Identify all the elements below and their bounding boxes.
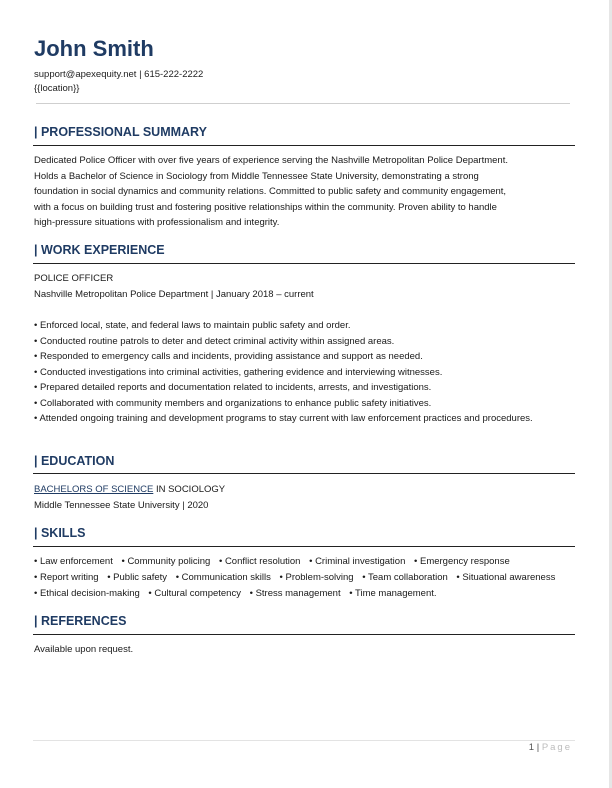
section-title-references: | REFERENCES (34, 614, 127, 628)
summary-line: foundation in social dynamics and community relations. Committed to public safety and community engagement, (34, 186, 507, 197)
skill-item: • Emergency response (414, 556, 510, 567)
contact-email: support@apexequity.net (34, 69, 137, 80)
experience-bullet: • Attended ongoing training and development programs to stay current with law enforcement practices and procedures. (34, 413, 533, 424)
degree-link[interactable]: BACHELORS OF SCIENCE (34, 484, 154, 495)
skill-item: • Criminal investigation (309, 556, 406, 567)
experience-bullet: • Collaborated with community members and organizations to enhance public safety initiatives. (34, 397, 432, 409)
contact-phone: 615-222-2222 (144, 69, 204, 80)
degree-field: IN SOCIOLOGY (153, 484, 226, 495)
skill-item: • Law enforcement (34, 556, 113, 567)
skill-item: • Ethical decision-making (34, 588, 140, 599)
summary-line: with a focus on building trust and fostering positive relationships within the community. Proven ability to handle (34, 201, 497, 213)
contact-block (34, 68, 203, 96)
page-label: Page (541, 742, 572, 753)
summary-text (34, 153, 574, 231)
contact-separator: | (139, 69, 142, 80)
section-title-skills: | SKILLS (34, 526, 86, 540)
education-block (34, 482, 574, 513)
experience-bullet: • Responded to emergency calls and incidents, providing assistance and support as needed. (34, 351, 423, 362)
school-line: Middle Tennessee State University | 2020 (34, 499, 209, 511)
footer-divider (33, 740, 575, 741)
experience-bullet: • Enforced local, state, and federal laws to maintain public safety and order. (34, 320, 351, 331)
summary-line: Holds a Bachelor of Science in Sociology from Middle Tennessee State University, demonstrating a strong (34, 170, 479, 182)
header-divider (36, 103, 570, 104)
skills-list (34, 554, 572, 602)
skill-item: • Cultural competency (148, 588, 241, 599)
skill-item: • Communication skills (175, 572, 271, 583)
page-separator: | (536, 742, 540, 753)
skill-item: • Problem-solving (279, 572, 354, 583)
experience-bullet: • Prepared detailed reports and documentation related to incidents, arrests, and investigations. (34, 382, 432, 393)
skill-item: • Conflict resolution (218, 556, 301, 567)
section-title-experience: | WORK EXPERIENCE (34, 243, 165, 257)
contact-location: {{location}} (34, 83, 80, 94)
page-footer (529, 742, 572, 753)
experience-header (34, 271, 574, 302)
experience-bullets (34, 318, 574, 427)
section-title-summary: | PROFESSIONAL SUMMARY (34, 125, 207, 139)
section-rule-education (33, 473, 575, 474)
experience-bullet: • Conducted routine patrols to deter and detect criminal activity within assigned areas. (34, 335, 395, 347)
skill-item: • Report writing (34, 572, 99, 583)
candidate-name: John Smith (34, 36, 154, 61)
skill-item: • Stress management (249, 588, 341, 599)
summary-line: high-pressure situations with professionalism and integrity. (34, 217, 280, 228)
section-rule-experience (33, 263, 575, 264)
section-rule-summary (33, 145, 575, 146)
skill-item: • Situational awareness (456, 572, 556, 583)
skill-item: • Team collaboration (362, 572, 448, 583)
skill-item: • Community policing (121, 556, 211, 567)
skill-item: • Public safety (107, 572, 168, 583)
references-text: Available upon request. (34, 644, 134, 655)
section-title-education: | EDUCATION (34, 454, 115, 468)
section-rule-skills (33, 546, 575, 547)
experience-bullet: • Conducted investigations into criminal activities, gathering evidence and interviewing witnesses. (34, 366, 443, 378)
summary-line: Dedicated Police Officer with over five years of experience serving the Nashville Metropolitan Police Department. (34, 155, 508, 166)
page-number: 1 (528, 742, 535, 753)
job-title: POLICE OFFICER (34, 273, 114, 284)
employer-line: Nashville Metropolitan Police Department | January 2018 – current (34, 288, 314, 300)
skill-item: • Time management. (349, 588, 437, 599)
degree-line (34, 482, 574, 498)
section-rule-references (33, 634, 575, 635)
